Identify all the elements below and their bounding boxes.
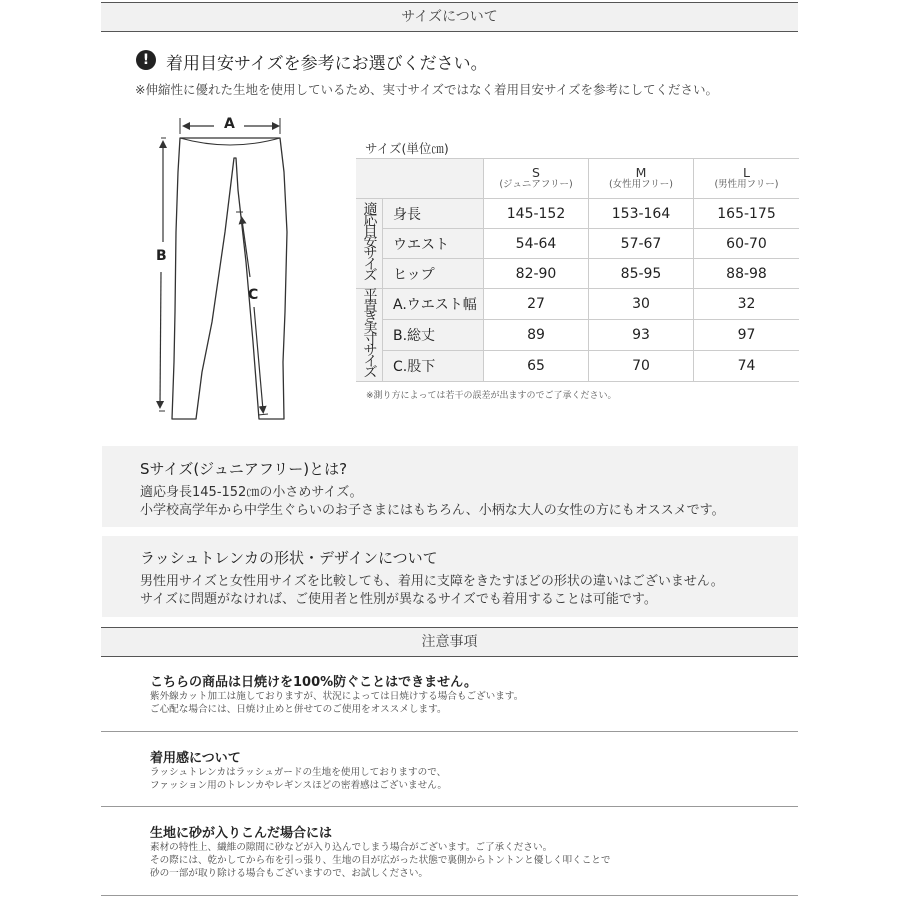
table-cell: 54-64 <box>484 229 589 259</box>
group-flat-size: 平置き実寸サイズ <box>356 289 383 382</box>
column-note: (ジュニアフリー) <box>499 179 573 190</box>
table-cell: 27 <box>484 289 589 320</box>
table-cell: 70 <box>589 351 694 382</box>
info-box-s-size <box>102 446 798 527</box>
table-cell: 89 <box>484 320 589 351</box>
info-line: 適応身長145-152㎝の小さめサイズ。 <box>140 485 363 500</box>
divider <box>101 895 798 896</box>
table-cell: 82-90 <box>484 259 589 289</box>
measurement-diagram <box>150 112 300 427</box>
table-row <box>356 199 799 229</box>
size-table <box>356 158 799 382</box>
table-cell: 57-67 <box>589 229 694 259</box>
column-note: (男性用フリー) <box>714 179 779 190</box>
caution-line: その際には、乾かしてから布を引っ張り、生地の目が広がった状態で裏側からトントンと優しく叩くことで <box>150 855 611 866</box>
table-cell: 153-164 <box>589 199 694 229</box>
divider <box>101 806 798 807</box>
table-header-row <box>356 159 799 199</box>
table-row <box>356 351 799 382</box>
label-c: C <box>248 287 259 303</box>
table-cell: 60-70 <box>694 229 800 259</box>
table-cell: 32 <box>694 289 800 320</box>
table-cell: 93 <box>589 320 694 351</box>
alert-title: 着用目安サイズを参考にお選びください。 <box>166 54 488 74</box>
table-cell: 165-175 <box>694 199 800 229</box>
column-size: L <box>743 165 750 180</box>
column-l <box>694 159 800 199</box>
info-title: ラッシュトレンカの形状・デザインについて <box>140 549 438 567</box>
table-cell: 74 <box>694 351 800 382</box>
table-row <box>356 229 799 259</box>
caution-line: ご心配な場合には、日焼け止めと併せてのご使用をオススメします。 <box>150 704 447 715</box>
caution-line: 紫外線カット加工は施しておりますが、状況によっては日焼けする場合もございます。 <box>150 691 524 702</box>
table-cell: 85-95 <box>589 259 694 289</box>
row-label: ウエスト <box>383 229 484 259</box>
info-line: サイズに問題がなければ、ご使用者と性別が異なるサイズでも着用することは可能です。 <box>140 592 657 607</box>
column-size: S <box>532 165 540 180</box>
caution-section-header <box>101 627 798 657</box>
row-label: B.総丈 <box>383 320 484 351</box>
caution-section-title: 注意事項 <box>421 634 478 650</box>
table-cell: 97 <box>694 320 800 351</box>
divider <box>101 731 798 732</box>
caution-title: 生地に砂が入りこんだ場合には <box>150 826 333 841</box>
info-box-shape <box>102 536 798 617</box>
column-size: M <box>635 165 647 180</box>
size-section-title: サイズについて <box>401 9 498 25</box>
info-title: Sサイズ(ジュニアフリー)とは? <box>140 460 348 478</box>
caution-title: こちらの商品は日焼けを100%防ぐことはできません。 <box>150 675 477 690</box>
column-note: (女性用フリー) <box>608 179 674 190</box>
row-label: 身長 <box>383 199 484 229</box>
table-cell: 65 <box>484 351 589 382</box>
tights-diagram-icon <box>150 112 300 427</box>
exclamation-icon: ! <box>136 50 156 70</box>
caution-line: 砂の一部が取り除ける場合もございますので、お試しください。 <box>150 868 429 879</box>
column-s <box>484 159 589 199</box>
table-cell: 145-152 <box>484 199 589 229</box>
table-row <box>356 259 799 289</box>
caution-line: 素材の特性上、繊維の隙間に砂などが入り込んでしまう場合がございます。ご了承ください。 <box>150 842 553 853</box>
table-row <box>356 289 799 320</box>
caution-title: 着用感について <box>150 751 241 766</box>
size-section-header <box>101 2 798 32</box>
row-label: ヒップ <box>383 259 484 289</box>
header-blank-cell <box>356 159 484 199</box>
label-b: B <box>156 248 167 264</box>
caution-line: ファッション用のトレンカやレギンスほどの密着感はございません。 <box>150 780 447 791</box>
table-cell: 30 <box>589 289 694 320</box>
alert-note: ※伸縮性に優れた生地を使用しているため、実寸サイズではなく着用目安サイズを参考にしてください。 <box>135 82 718 97</box>
row-label: C.股下 <box>383 351 484 382</box>
row-label: A.ウエスト幅 <box>383 289 484 320</box>
table-cell: 88-98 <box>694 259 800 289</box>
table-footnote: ※測り方によっては若干の誤差が出ますのでご了承ください。 <box>366 391 617 401</box>
table-row <box>356 320 799 351</box>
caution-line: ラッシュトレンカはラッシュガードの生地を使用しておりますので、 <box>150 767 447 778</box>
info-line: 小学校高学年から中学生ぐらいのお子さまにはもちろん、小柄な大人の女性の方にもオススメです。 <box>140 503 725 518</box>
info-line: 男性用サイズと女性用サイズを比較しても、着用に支障をきたすほどの形状の違いはございません。 <box>140 574 724 589</box>
label-a: A <box>221 116 238 132</box>
group-fit-size: 適応目安サイズ <box>356 199 383 289</box>
column-m <box>589 159 694 199</box>
table-caption: サイズ(単位㎝) <box>365 141 449 156</box>
